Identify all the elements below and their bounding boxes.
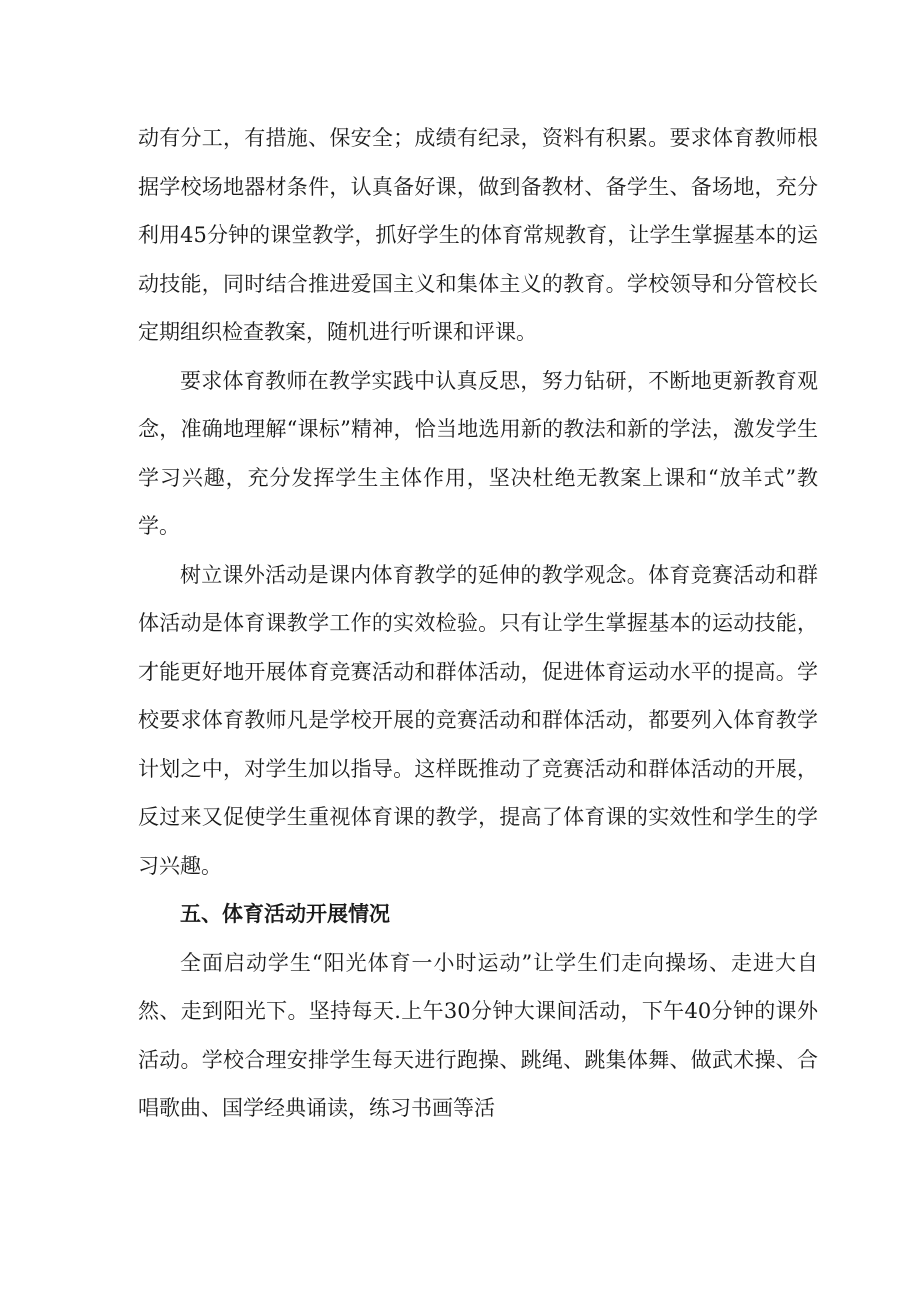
paragraph-sunshine-sports: 全面启动学生“阳光体育一小时运动”让学生们走向操场、走进大自然、走到阳光下。坚持每天.上午30分钟大课间活动，下午40分钟的课外活动。学校合理安排学生每天进行跑操、跳绳、跳集体舞、做武术操、合唱歌曲、国学经典诵读，练习书画等活 [138,950,818,1120]
section-heading-sports-activities: 五、体育活动开展情况 [180,902,390,926]
paragraph-teaching-reflection: 要求体育教师在教学实践中认真反思，努力钻研，不断地更新教育观念，准确地理解“课标”精神，恰当地选用新的教法和新的学法，激发学生学习兴趣，充分发挥学生主体作用，坚决杜绝无教案上课和“放羊式”教学。 [138,368,818,538]
paragraph-lesson-preparation: 动有分工，有措施、保安全；成绩有纪录，资料有积累。要求体育教师根据学校场地器材条件，认真备好课，做到备教材、备学生、备场地，充分利用45分钟的课堂教学，抓好学生的体育常规教育，让学生掌握基本的运动技能，同时结合推进爱国主义和集体主义的教育。学校领导和分管校长定期组织检查教案，随机进行听课和评课。 [138,126,818,344]
paragraph-extracurricular-activities: 树立课外活动是课内体育教学的延伸的教学观念。体育竞赛活动和群体活动是体育课教学工作的实效检验。只有让学生掌握基本的运动技能，才能更好地开展体育竞赛活动和群体活动，促进体育运动水平的提高。学校要求体育教师凡是学校开展的竞赛活动和群体活动，都要列入体育教学计划之中，对学生加以指导。这样既推动了竞赛活动和群体活动的开展，反过来又促使学生重视体育课的教学，提高了体育课的实效性和学生的学习兴趣。 [138,562,818,878]
document-page [138,114,818,1133]
